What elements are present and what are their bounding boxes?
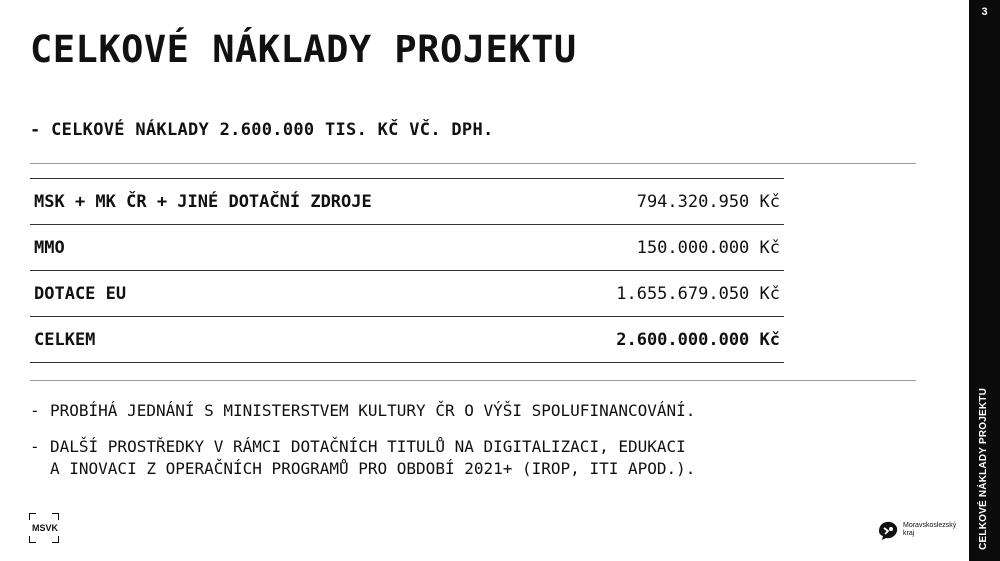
row-value: 150.000.000 Kč bbox=[636, 237, 780, 258]
divider-top bbox=[30, 163, 916, 164]
msvk-logo bbox=[29, 513, 59, 543]
row-value: 2.600.000.000 Kč bbox=[616, 329, 780, 350]
bullet-text-line: A INOVACI Z OPERAČNÍCH PROGRAMŮ PRO OBDOBÍ 2021+ (IROP, ITI APOD.). bbox=[50, 459, 696, 478]
side-bar bbox=[969, 0, 1000, 561]
bullet-text bbox=[50, 436, 695, 480]
row-label: DOTACE EU bbox=[34, 283, 127, 304]
bullet-list bbox=[30, 400, 830, 494]
slide-title: CELKOVÉ NÁKLADY PROJEKTU bbox=[30, 28, 577, 71]
bullet-text: PROBÍHÁ JEDNÁNÍ S MINISTERSTVEM KULTURY ČR O VÝŠI SPOLUFINANCOVÁNÍ. bbox=[50, 401, 696, 420]
msvk-logo-text: MSVK bbox=[32, 523, 59, 533]
row-label: MMO bbox=[34, 237, 65, 258]
table-row bbox=[30, 270, 784, 316]
region-logo-text: Moravskoslezský kraj bbox=[903, 522, 957, 537]
bullet-dash: - bbox=[30, 437, 40, 456]
row-value: 794.320.950 Kč bbox=[636, 191, 780, 212]
moravskoslezsky-kraj-logo bbox=[876, 519, 956, 541]
list-item bbox=[30, 436, 830, 480]
region-emblem-icon bbox=[876, 519, 900, 541]
bullet-dash: - bbox=[30, 401, 40, 420]
cost-table bbox=[30, 178, 784, 363]
bullet-text-line: DALŠÍ PROSTŘEDKY V RÁMCI DOTAČNÍCH TITULŮ NA DIGITALIZACI, EDUKACI bbox=[50, 437, 686, 456]
page-number: 3 bbox=[981, 6, 988, 18]
table-row bbox=[30, 178, 784, 224]
row-label: CELKEM bbox=[34, 329, 96, 350]
divider-bottom bbox=[30, 380, 916, 381]
total-cost-subtitle: - CELKOVÉ NÁKLADY 2.600.000 TIS. KČ VČ. DPH. bbox=[30, 120, 494, 140]
table-row-total bbox=[30, 316, 784, 363]
side-title: CELKOVÉ NÁKLADY PROJEKTU bbox=[978, 388, 989, 550]
row-value: 1.655.679.050 Kč bbox=[616, 283, 780, 304]
table-row bbox=[30, 224, 784, 270]
row-label: MSK + MK ČR + JINÉ DOTAČNÍ ZDROJE bbox=[34, 191, 372, 212]
list-item bbox=[30, 400, 830, 422]
